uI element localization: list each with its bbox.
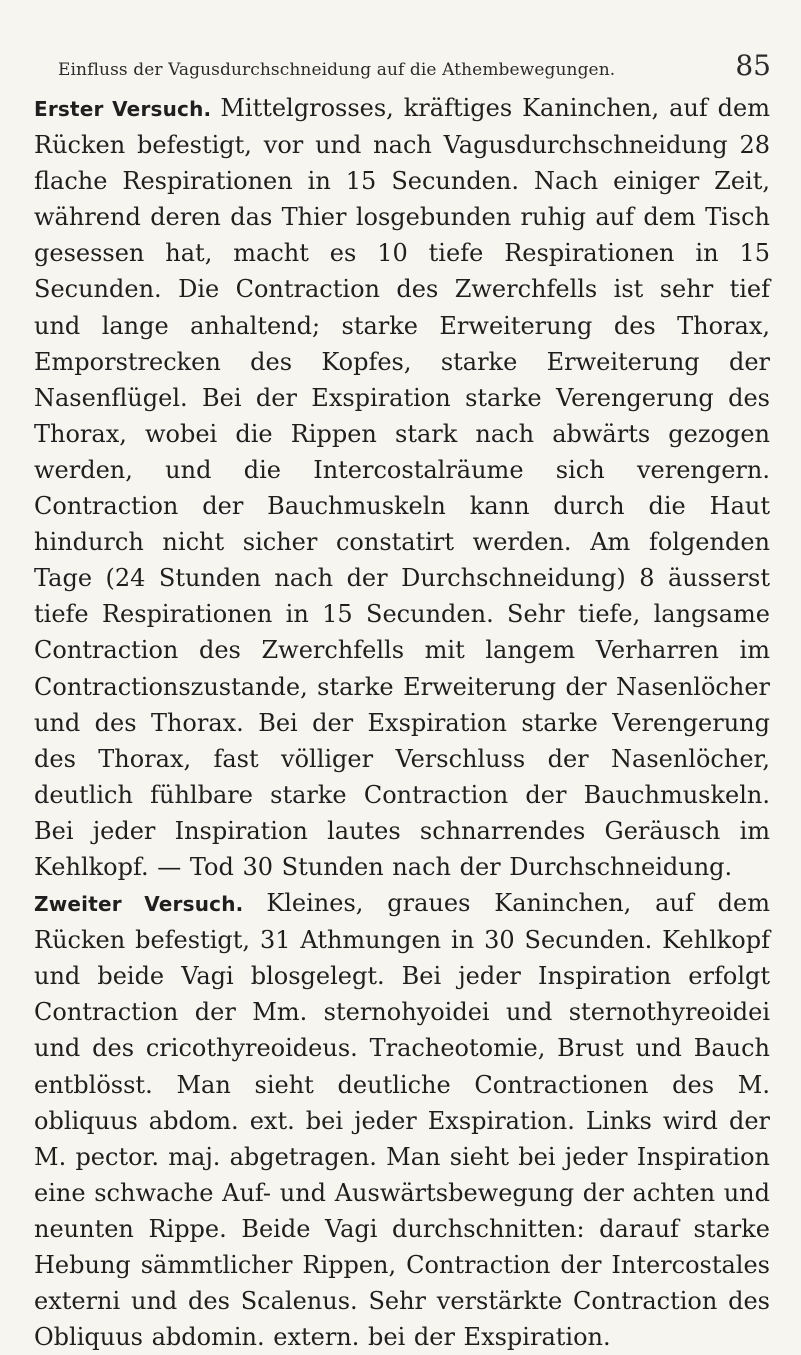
body-text-block: [34, 90, 770, 1355]
paragraph-first-experiment: [34, 90, 770, 885]
experiment-heading: Zweiter Versuch.: [34, 892, 244, 917]
running-title: Einfluss der Vagusdurchschneidung auf die Athembewegungen.: [58, 60, 616, 80]
paragraph-second-experiment: [34, 885, 770, 1355]
paragraph-text: Kleines, graues Kaninchen, auf dem Rücken befestigt, 31 Athmungen in 30 Secunden. Kehlkopf und beide Vagi blosgelegt. Bei jeder Inspiration erfolgt Contraction der Mm. sternohyoidei und sternothyreoidei und des cricothyreoideus. Tracheotomie, Brust und Bauch entblösst. Man sieht deutliche Contractionen des M. obliquus abdom. ext. bei jeder Exspiration. Links wird der M. pector. maj. abgetragen. Man sieht bei jeder Inspiration eine schwache Auf- und Auswärtsbewegung der achten und neunten Rippe. Beide Vagi durchschnitten: darauf starke Hebung sämmtlicher Rippen, Contraction der Intercostales externi und des Scalenus. Sehr verstärkte Contraction des Obliquus abdomin. extern. bei der Exspiration.: [34, 889, 770, 1352]
running-header: [58, 49, 771, 86]
paragraph-text: Mittelgrosses, kräftiges Kaninchen, auf dem Rücken befestigt, vor und nach Vagusdurchschneidung 28 flache Respirationen in 15 Secunden. Nach einiger Zeit, während deren das Thier losgebunden ruhig auf dem Tisch gesessen hat, macht es 10 tiefe Respirationen in 15 Secunden. Die Contraction des Zwerchfells ist sehr tief und lange anhaltend; starke Erweiterung des Thorax, Emporstrecken des Kopfes, starke Erweiterung der Nasenflügel. Bei der Exspiration starke Verengerung des Thorax, wobei die Rippen stark nach abwärts gezogen werden, und die Intercostalräume sich verengern. Contraction der Bauchmuskeln kann durch die Haut hindurch nicht sicher constatirt werden. Am folgenden Tage (24 Stunden nach der Durchschneidung) 8 äusserst tiefe Respirationen in 15 Secunden. Sehr tiefe, langsame Contraction des Zwerchfells mit langem Verharren im Contractionszustande, starke Erweiterung der Nasenlöcher und des Thorax. Bei der Exspiration starke Verengerung des Thorax, fast völliger Verschluss der Nasenlöcher, deutlich fühlbare starke Contraction der Bauchmuskeln. Bei jeder Inspiration lautes schnarrendes Geräusch im Kehlkopf. — Tod 30 Stunden nach der Durchschneidung.: [34, 94, 770, 881]
page-number: 85: [735, 49, 771, 82]
experiment-heading: Erster Versuch.: [34, 97, 212, 121]
